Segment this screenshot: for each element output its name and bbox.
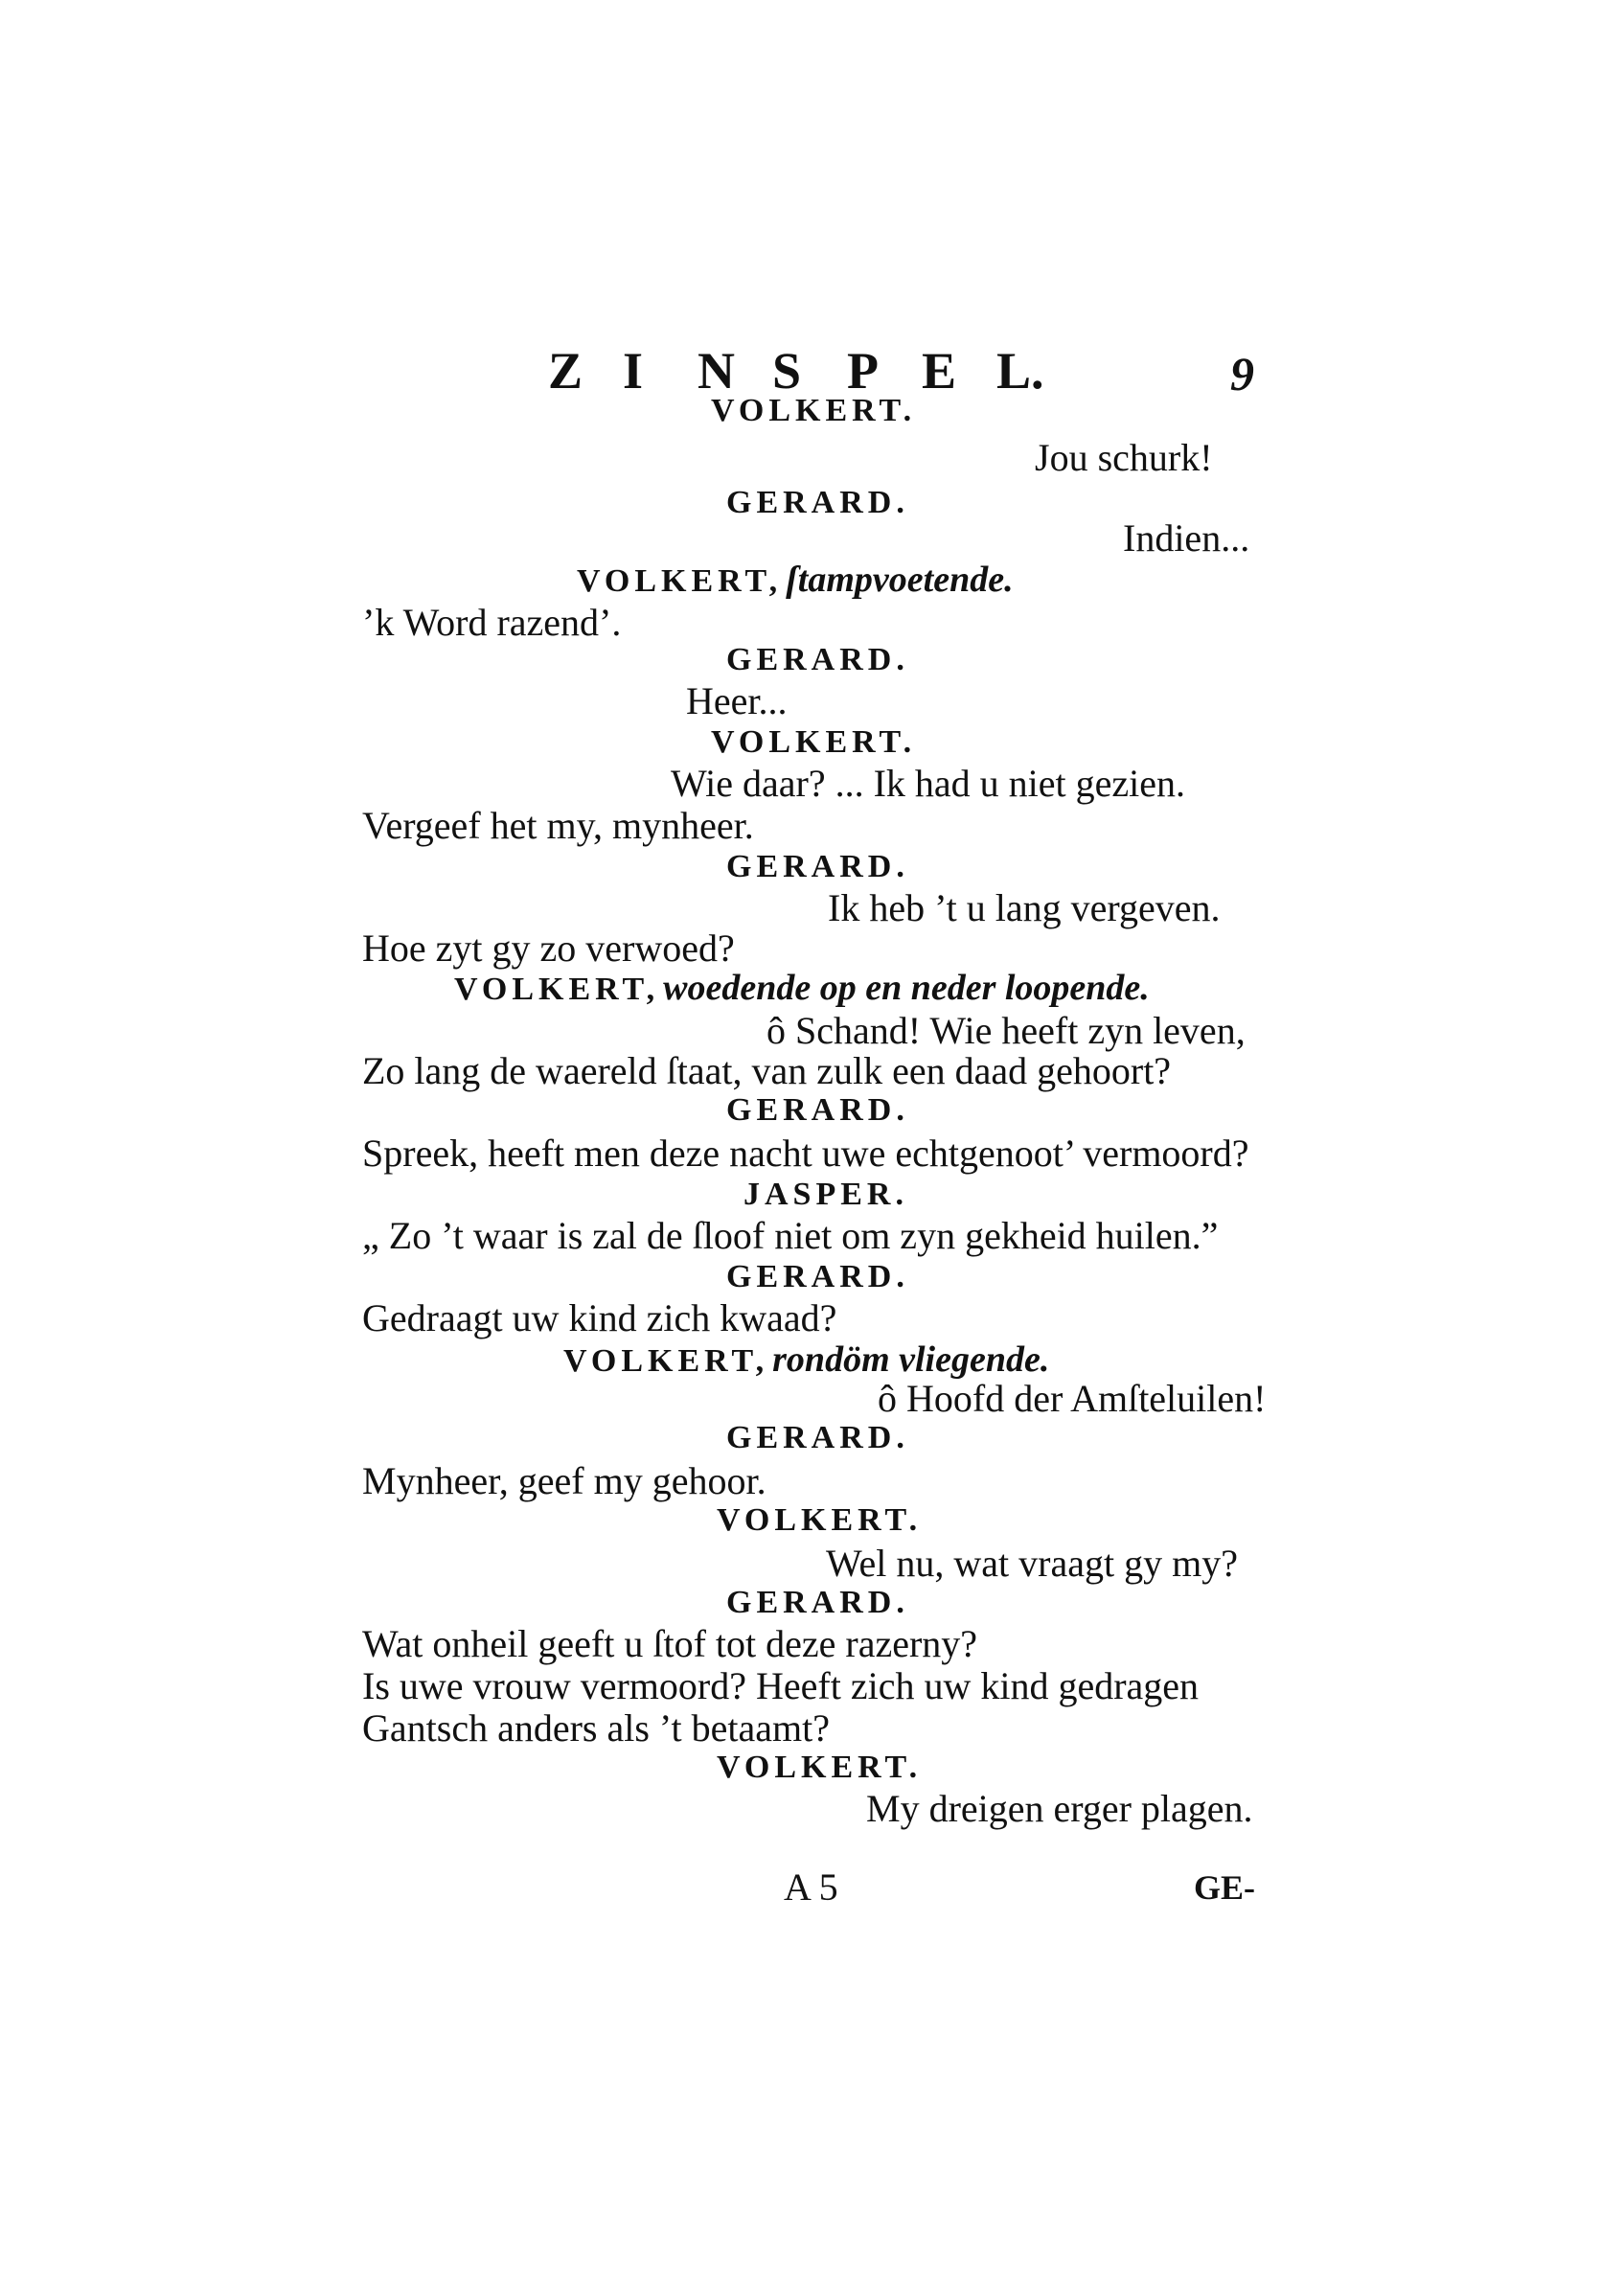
speaker-name: VOLKERT. (717, 1502, 923, 1538)
title-letter: S (772, 342, 802, 400)
verse-line: Wie daar? ... Ik had u niet gezien. (671, 762, 1186, 805)
verse-line: Is uwe vrouw vermoord? Heeft zich uw kind gedragen (362, 1664, 1200, 1707)
verse-line: Mynheer, geef my gehoor. (362, 1459, 766, 1502)
verse-line: My dreigen erger plagen. (866, 1787, 1253, 1830)
speaker-name: VOLKERT. (717, 1750, 923, 1785)
verse-line: Indien... (1123, 516, 1250, 560)
verse-line: „ Zo ’t waar is zal de ſloof niet om zyn gekheid huilen.” (362, 1214, 1219, 1257)
speaker-with-direction (577, 561, 1014, 598)
verse-line: Ik heb ’t u lang vergeven. (828, 886, 1221, 929)
verse-line: Heer... (686, 679, 788, 722)
signature-mark: A 5 (784, 1865, 838, 1909)
speaker-name: GERARD. (726, 1585, 909, 1620)
verse-line: Gedraagt uw kind zich kwaad? (362, 1296, 837, 1339)
speaker-name: GERARD. (726, 1092, 909, 1128)
verse-line: ô Schand! Wie heeft zyn leven, (766, 1009, 1246, 1052)
speaker-name: GERARD. (726, 849, 909, 884)
title-letter: I (623, 342, 644, 400)
speaker-name: GERARD. (726, 485, 909, 520)
running-head-title (548, 342, 1071, 400)
speaker-name: VOLKERT. (711, 393, 917, 428)
stage-direction: rondöm vliegende. (772, 1339, 1050, 1380)
verse-line: Wat onheil geeft u ſtof tot deze razerny? (362, 1622, 978, 1665)
speaker-name: VOLKERT. (711, 724, 917, 760)
speaker-name: VOLKERT, (563, 1343, 769, 1379)
title-letter: N (698, 342, 735, 400)
page-number: 9 (1230, 347, 1254, 400)
title-letter: E (922, 342, 957, 400)
speaker-name: GERARD. (726, 1259, 909, 1294)
verse-line: Vergeef het my, mynheer. (362, 804, 754, 847)
stage-direction: ſtampvoetende. (786, 560, 1014, 600)
speaker-with-direction (563, 1341, 1049, 1378)
verse-line: Zo lang de waereld ſtaat, van zulk een daad gehoort? (362, 1049, 1172, 1092)
speaker-name: GERARD. (726, 1420, 909, 1455)
stage-direction: woedende op en neder loopende. (663, 968, 1150, 1008)
speaker-name: GERARD. (726, 642, 909, 677)
speaker-name: VOLKERT, (577, 563, 783, 599)
title-letter: Z (548, 342, 583, 400)
title-letter: P (847, 342, 879, 400)
verse-line: Wel nu, wat vraagt gy my? (826, 1542, 1238, 1585)
verse-line: Hoe zyt gy zo verwoed? (362, 927, 735, 970)
verse-line: ô Hoofd der Amſteluilen! (878, 1377, 1267, 1420)
title-letter: L. (996, 342, 1044, 400)
verse-line: Spreek, heeft men deze nacht uwe echtgenoot’ vermoord? (362, 1132, 1249, 1175)
speaker-name: VOLKERT, (454, 972, 660, 1007)
speaker-with-direction (454, 970, 1150, 1006)
catchword: GE- (1194, 1868, 1256, 1907)
verse-line: Gantsch anders als ’t betaamt? (362, 1706, 830, 1750)
verse-line: Jou schurk! (1035, 436, 1213, 479)
speaker-name: JASPER. (743, 1177, 908, 1212)
verse-line: ’k Word razend’. (362, 601, 622, 644)
